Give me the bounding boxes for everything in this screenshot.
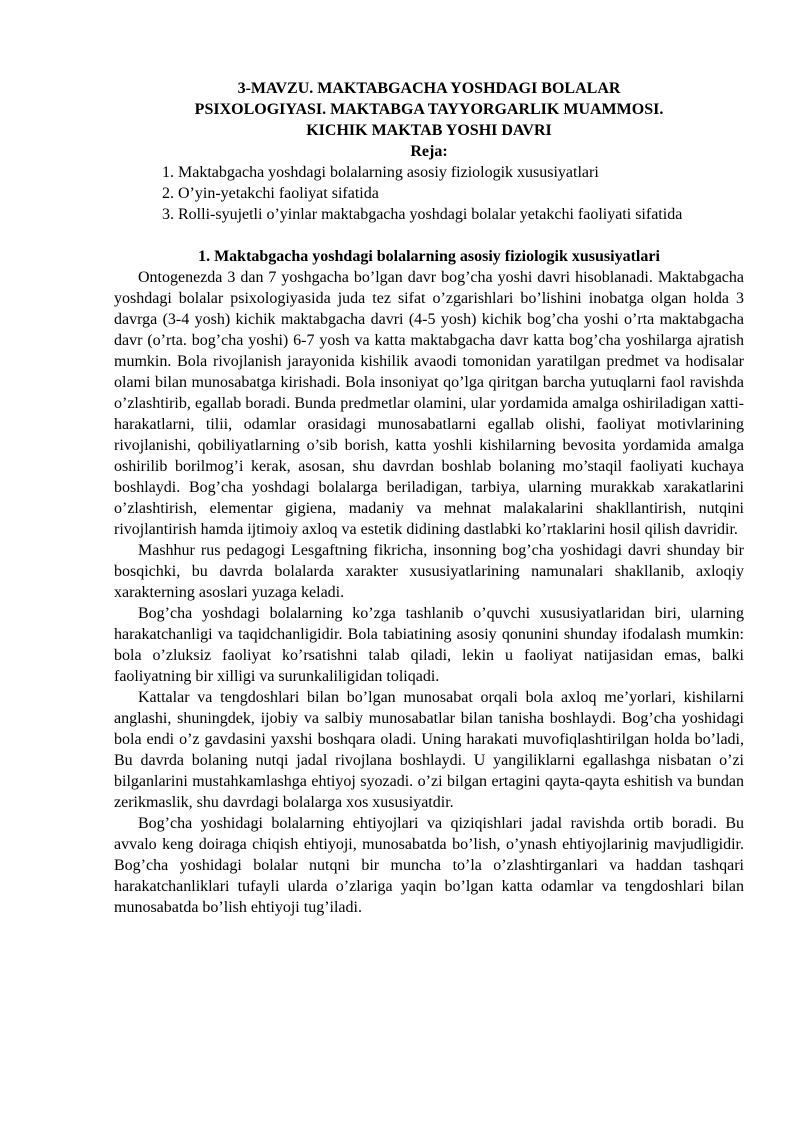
title-line-1: 3-MAVZU. MAKTABGACHA YOSHDAGI BOLALAR bbox=[237, 80, 621, 97]
paragraph-5: Bog’cha yoshidagi bolalarning ehtiyojlari va qiziqishlari jadal ravishda ortib boradi. Bu avvalo keng doiraga chiqish ehtiyoji, munosabatda bo’lish, o’ynash ehtiyojlarinig mavjudligidir. Bog’cha yoshidagi bolalar nutqni bir muncha to’la o’zlashtirganlari va haddan tashqari harakatchanliklari tufayli ularda o’zlariga yaqin bo’lgan katta odamlar va tengdoshlari bilan munosabatda bo’lish ehtiyoji tug’iladi. bbox=[114, 815, 744, 916]
plan-list bbox=[114, 162, 744, 225]
section-body bbox=[114, 267, 744, 918]
plan-item-2: 2. O’yin-yetakchi faoliyat sifatida bbox=[162, 185, 379, 202]
paragraph-2: Mashhur rus pedagogi Lesgaftning fikricha, insonning bog’cha yoshidagi davri shunday bir bosqichki, bu davrda bolalarda xarakter xususiyatlarining namunalari shakllanib, axloqiy xarakterning asoslari yuzaga keladi. bbox=[114, 542, 744, 601]
title-line-3: KICHIK MAKTAB YOSHI DAVRI bbox=[306, 122, 552, 139]
plan-heading: Reja: bbox=[410, 143, 448, 160]
document-title bbox=[114, 78, 744, 141]
paragraph-3: Bog’cha yoshdagi bolalarning ko’zga tashlanib o’quvchi xususiyatlaridan biri, ularning harakatchanligi va taqidchanligidir. Bola tabiatining asosiy qonunini shunday ifodalash mumkin: bola o’zluksiz faoliyat ko’rsatishni talab qiladi, lekin u faoliyat natijasidan emas, balki faoliyatning bir xilligi va surunkaliligidan toliqadi. bbox=[114, 605, 744, 685]
paragraph-1: Ontogenezda 3 dan 7 yoshgacha bo’lgan davr bog’cha yoshi davri hisoblanadi. Maktabgacha yoshdagi bolalar psixologiyasida juda tez sifat o’zgarishlari bo’lishini inobatga olgan holda 3 davrga (3-4 yosh) kichik maktabgacha davri (4-5 yosh) kichik bog’cha yoshi o’rta maktabgacha davr (o’rta. bog’cha yoshi) 6-7 yosh va katta maktabgacha davr katta bog’cha yoshilarga ajratish mumkin. Bola rivojlanish jarayonida kishilik avaodi tomonidan yaratilgan predmet va hodisalar olami bilan munosabatga kirishadi. Bola insoniyat qo’lga qiritgan barcha yutuqlarni faol ravishda o’zlashtirib, egallab boradi. Bunda predmetlar olamini, ular yordamida amalga oshiriladigan xatti-harakatlarni, tilii, odamlar orasidagi munosabatlarni egallab olishi, faoliyat motivlarining rivojlanishi, qobiliyatlarning o’sib borish, katta yoshli kishilarning bevosita yordamida amalga oshirilib borilmog’i kerak, asosan, shu davrdan boshlab bolaning mo’staqil faoliyati kuchaya boshlaydi. Bog’cha yoshdagi bolalarga beriladigan, tarbiya, ularning murakkab xarakatlarini o’zlashtirish, elementar gigiena, madaniy va mehnat malakalarini shakllantirish, nutqini rivojlantirish hamda ijtimoiy axloq va estetik didining dastlabki ko’rtaklarini hosil qilish davridir. bbox=[114, 269, 744, 538]
section-heading: 1. Maktabgacha yoshdagi bolalarning asosiy fiziologik xususiyatlari bbox=[198, 248, 660, 265]
plan-item-1: 1. Maktabgacha yoshdagi bolalarning asosiy fiziologik xususiyatlari bbox=[162, 164, 599, 181]
paragraph-4: Kattalar va tengdoshlari bilan bo’lgan munosabat orqali bola axloq me’yorlari, kishilarni anglashi, shuningdek, ijobiy va salbiy munosabatlar bilan tanisha boshlaydi. Bog’cha yoshidagi bola endi o’z gavdasini yaxshi boshqara oladi. Uning harakati muvofiqlashtirilgan holda bo’ladi, Bu davrda bolaning nutqi jadal rivojlana boshlaydi. U yangiliklarni egallashga nisbatan o’zi bilganlarini mustahkamlashga ehtiyoj syozadi. o’zi bilgan ertagini qayta-qayta eshitish va bundan zerikmaslik, shu davrdagi bolalarga xos xususiyatdir. bbox=[114, 689, 744, 811]
plan-item-3: 3. Rolli-syujetli o’yinlar maktabgacha yoshdagi bolalar yetakchi faoliyati sifatida bbox=[162, 206, 683, 223]
title-line-2: PSIXOLOGIYASI. MAKTABGA TAYYORGARLIK MUAMMOSI. bbox=[194, 101, 664, 118]
